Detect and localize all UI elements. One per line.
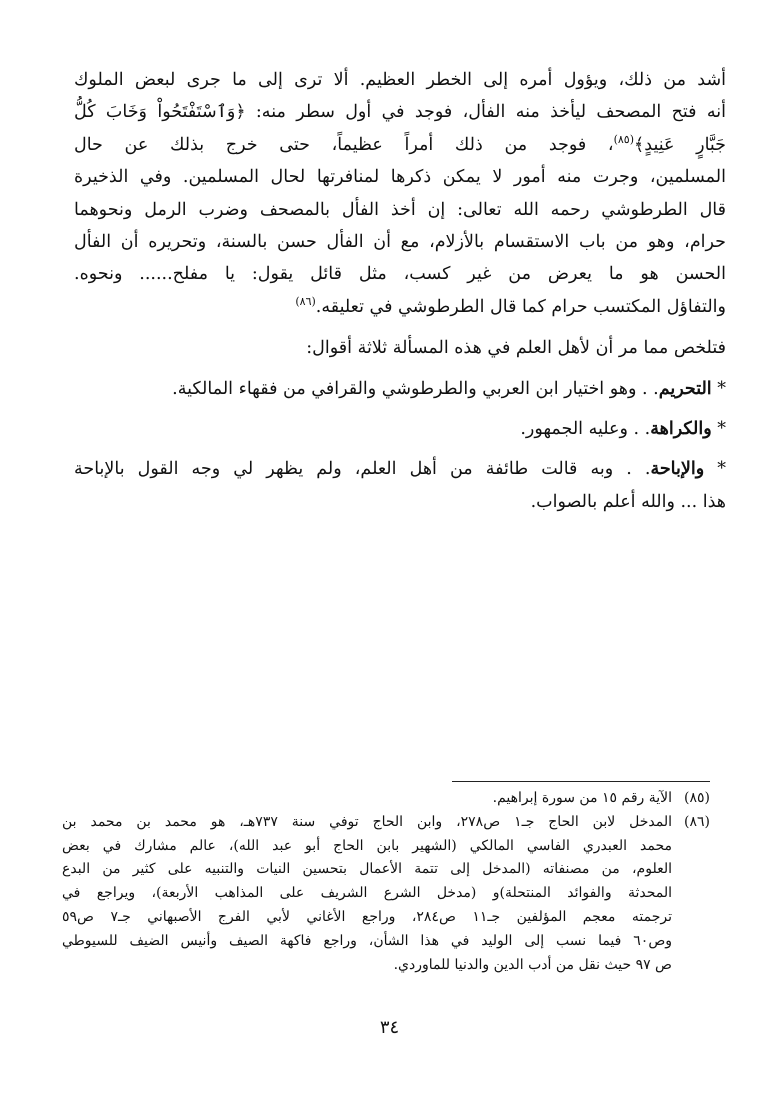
item-term: والإباحة bbox=[650, 459, 705, 480]
text-line: قال الطرطوشي رحمه الله تعالى: إن أخذ الفأل بالمصحف وضرب الرمل ونحوهما bbox=[74, 199, 726, 220]
footnote-ref-86: (٨٦) bbox=[295, 295, 316, 309]
footnote-number: (٨٥) bbox=[684, 790, 710, 806]
text-line-rest: ، فوجد من ذلك أمراً عظيماً، حتى خرج بذلك عن حال bbox=[74, 134, 614, 155]
main-text bbox=[74, 64, 726, 518]
summary-line bbox=[74, 332, 726, 364]
footnote-line: ترجمته معجم المؤلفين جـ١١ ص٢٨٤، وراجع الأغاني لأبي الفرج الأصبهاني جـ٧ ص٥٩ bbox=[62, 908, 672, 925]
footnote-number: (٨٦) bbox=[684, 813, 710, 830]
list-item-tahrim bbox=[74, 373, 726, 405]
text-line: المسلمين، وجرت منه أمور لا يمكن ذكرها لمنافرتها لحال المسلمين. وفي الذخيرة bbox=[74, 167, 726, 188]
text-line: أشد من ذلك، ويؤول أمره إلى الخطر العظيم. ألا ترى إلى ما جرى لبعض الملوك bbox=[74, 70, 726, 90]
footnote-85 bbox=[62, 787, 710, 811]
list-item-karaha bbox=[74, 413, 726, 445]
text-line: حرام، وهو من باب الاستقسام بالأزلام، مع أن الفأل حسن بالسنة، وتحريره أن الفأل bbox=[74, 232, 726, 253]
bullet-star: * bbox=[717, 459, 726, 480]
footnote-line: محمد العبدري الفاسي المالكي (الشهير بابن الحاج أبو عبد الله)، عالم مشارك في بعض bbox=[62, 837, 672, 854]
list-item-line bbox=[74, 413, 726, 445]
text-line-content: والتفاؤل المكتسب حرام كما قال الطرطوشي في تعليقه. bbox=[315, 296, 726, 317]
item-text: . . وهو اختيار ابن العربي والطرطوشي والقرافي من فقهاء المالكية. bbox=[172, 378, 659, 399]
text-line bbox=[74, 291, 726, 323]
footnotes bbox=[62, 787, 710, 977]
list-item-line bbox=[74, 373, 726, 405]
footnote-line: العلوم، من مصنفاته (المدخل إلى تتمة الأعمال بتحسين النيات والتنبيه على كثير من البدع bbox=[62, 861, 672, 878]
text-line: الحسن هو ما يعرض من غير كسب، مثل قائل يقول: يا مفلح...... ونحوه. bbox=[74, 264, 726, 285]
item-term: والكراهة bbox=[650, 419, 712, 440]
bullet-star: * bbox=[717, 378, 726, 399]
footnote-separator bbox=[452, 781, 710, 782]
list-item-ibaha bbox=[74, 453, 726, 518]
list-item-line bbox=[74, 453, 726, 485]
item-text: . . وعليه الجمهور. bbox=[520, 419, 651, 440]
closing-line: هذا ... والله أعلم بالصواب. bbox=[530, 491, 726, 512]
footnote-86 bbox=[62, 811, 710, 978]
footnote-line: وص٦٠ فيما نسب إلى الوليد في هذا الشأن، وراجع فاكهة الصيف وأنيس الضيف للسيوطي bbox=[62, 932, 672, 949]
paragraph-opening bbox=[74, 64, 726, 323]
text-line bbox=[74, 129, 726, 161]
footnote-line: المدخل لابن الحاج جـ١ ص٢٧٨، وابن الحاج توفي سنة ٧٣٧هـ، هو محمد بن محمد بن bbox=[62, 813, 672, 830]
quran-verse-end: جَبَّارٍ عَنِيدٍ﴾ bbox=[634, 134, 726, 155]
footnote-line: الآية رقم ١٥ من سورة إبراهيم. bbox=[492, 790, 672, 806]
footnote-ref-85: (٨٥) bbox=[613, 132, 634, 146]
item-term: التحريم bbox=[658, 378, 712, 399]
footnote-line: ص ٩٧ حيث نقل من أدب الدين والدنيا للماوردي. bbox=[393, 956, 672, 973]
item-text: . . وبه قالت طائفة من أهل العلم، ولم يظهر لي وجه القول بالإباحة bbox=[74, 459, 651, 480]
page-number: ٣٤ bbox=[379, 1017, 400, 1038]
footnote-line: المحدثة والفوائد المنتحلة)و (مدخل الشرع الشريف على المذاهب الأربعة)، ويراجع في bbox=[62, 885, 672, 902]
text-line: أنه فتح المصحف ليأخذ منه الفأل، فوجد في أول سطر منه: ﴿وَٱسْتَفْتَحُواْ وَخَابَ كُلُّ bbox=[74, 102, 726, 123]
bullet-star: * bbox=[717, 419, 726, 440]
summary-text: فتلخص مما مر أن لأهل العلم في هذه المسألة ثلاثة أقوال: bbox=[306, 338, 726, 359]
